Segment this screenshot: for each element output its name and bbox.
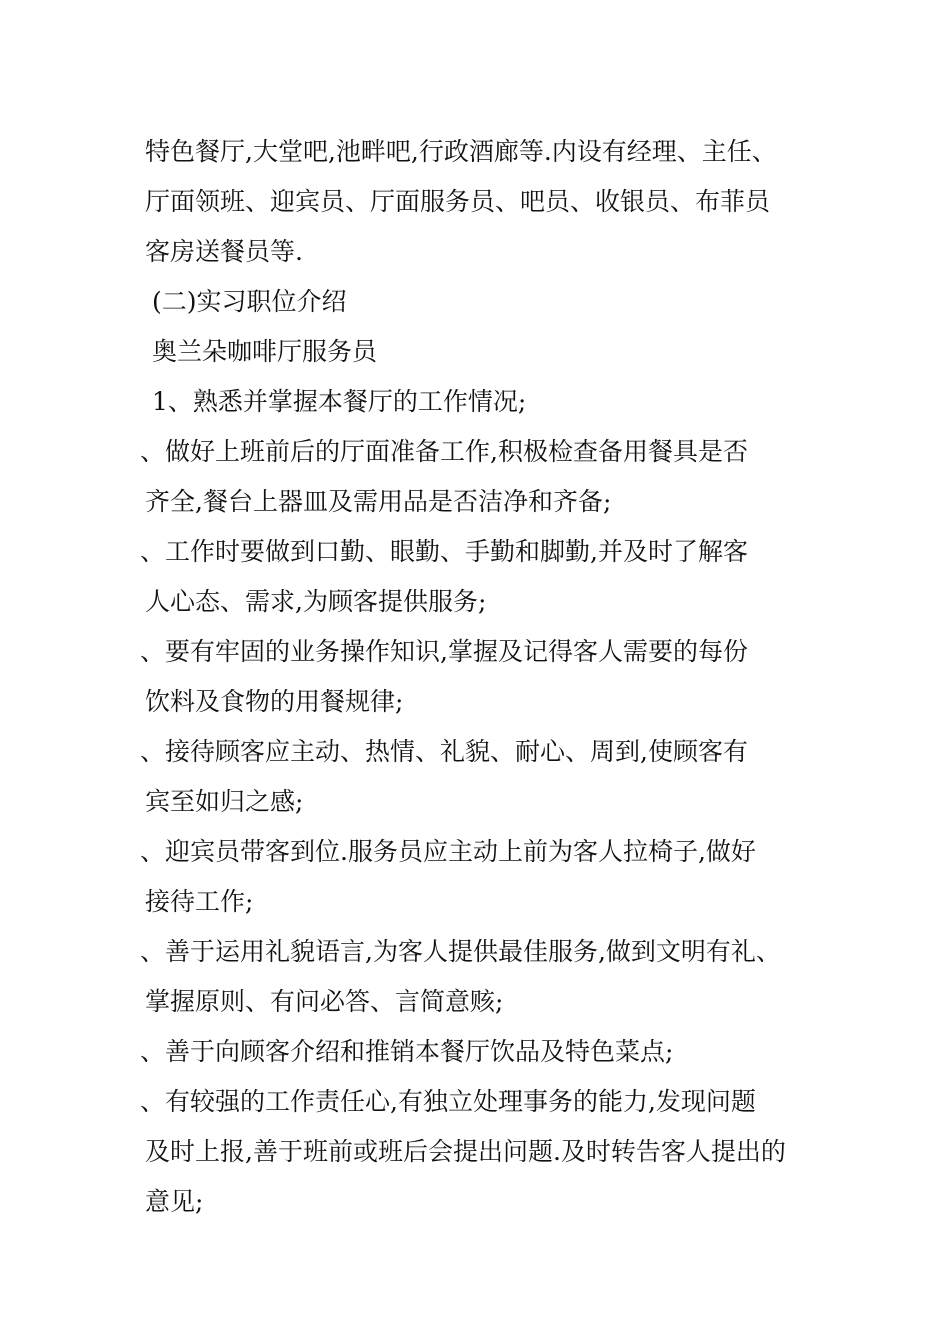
section-heading: (二)实习职位介绍: [152, 287, 347, 316]
text-line: 意见;: [145, 1187, 204, 1216]
position-title: 奥兰朵咖啡厅服务员: [152, 337, 378, 366]
list-item: 、要有牢固的业务操作知识,掌握及记得客人需要的每份: [140, 637, 748, 666]
text-line: 特色餐厅,大堂吧,池畔吧,行政酒廊等.内设有经理、主任、: [145, 137, 777, 166]
text-line: 客房送餐员等.: [145, 237, 303, 266]
text-line: 宾至如归之感;: [145, 787, 304, 816]
text-line: 及时上报,善于班前或班后会提出问题.及时转告客人提出的: [145, 1137, 786, 1166]
text-line: 齐全,餐台上器皿及需用品是否洁净和齐备;: [145, 487, 612, 516]
list-item: 、工作时要做到口勤、眼勤、手勤和脚勤,并及时了解客: [140, 537, 748, 566]
text-line: 厅面领班、迎宾员、厅面服务员、吧员、收银员、布菲员: [145, 187, 771, 216]
list-item: 、有较强的工作责任心,有独立处理事务的能力,发现问题: [140, 1087, 756, 1116]
list-item: 、善于向顾客介绍和推销本餐厅饮品及特色菜点;: [140, 1037, 674, 1066]
text-line: 人心态、需求,为顾客提供服务;: [145, 587, 487, 616]
text-line: 饮料及食物的用餐规律;: [145, 687, 404, 716]
text-line: 接待工作;: [145, 887, 254, 916]
text-line: 掌握原则、有问必答、言简意赅;: [145, 987, 504, 1016]
list-item: 、接待顾客应主动、热情、礼貌、耐心、周到,使顾客有: [140, 737, 748, 766]
list-item: 、做好上班前后的厅面准备工作,积极检查备用餐具是否: [140, 437, 748, 466]
list-item: 1、熟悉并掌握本餐厅的工作情况;: [152, 387, 527, 416]
list-item: 、善于运用礼貌语言,为客人提供最佳服务,做到文明有礼、: [140, 937, 781, 966]
list-item: 、迎宾员带客到位.服务员应主动上前为客人拉椅子,做好: [140, 837, 756, 866]
